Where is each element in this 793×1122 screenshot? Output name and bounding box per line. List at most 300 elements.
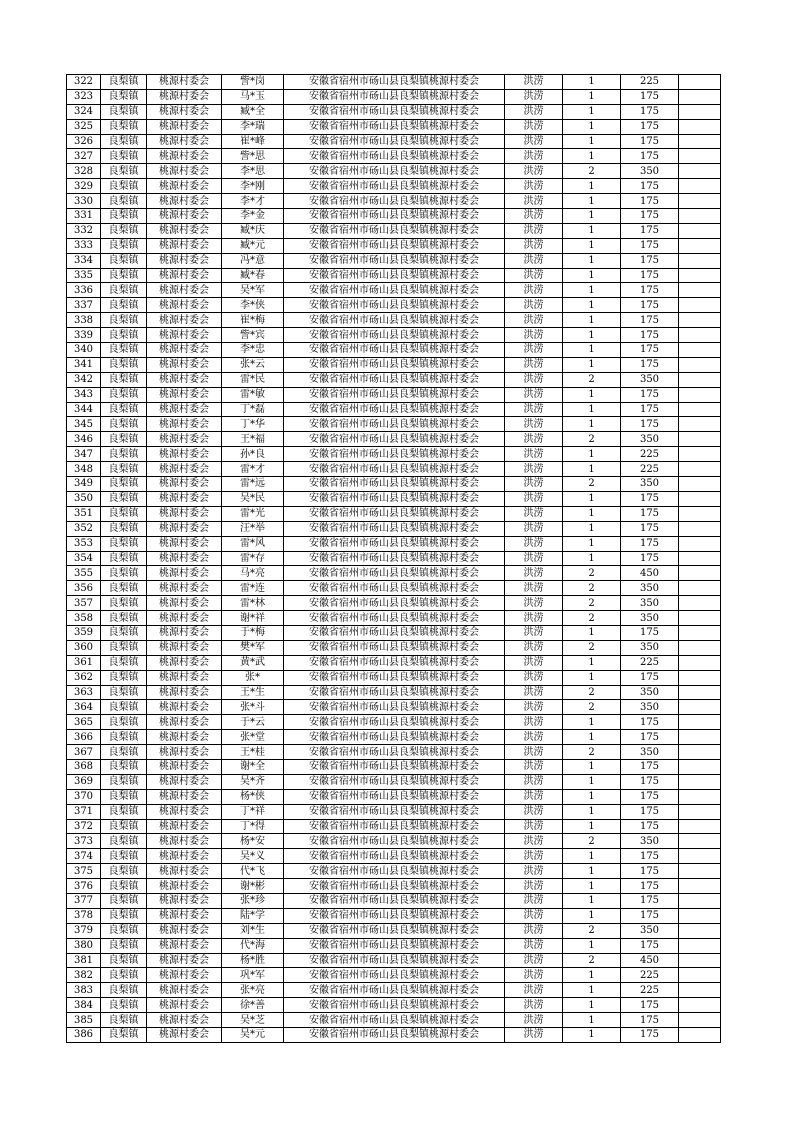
table-row bbox=[67, 402, 721, 417]
amount-cell: 175 bbox=[621, 253, 679, 268]
note-cell bbox=[679, 1013, 721, 1028]
row-number-cell: 342 bbox=[67, 372, 101, 387]
name-cell: 吴*民 bbox=[222, 491, 284, 506]
row-number-cell: 375 bbox=[67, 864, 101, 879]
count-cell: 1 bbox=[563, 223, 621, 238]
row-number-cell: 333 bbox=[67, 238, 101, 253]
village-committee-cell: 桃源村委会 bbox=[147, 194, 222, 209]
address-cell: 安徽省宿州市砀山县良梨镇桃源村委会 bbox=[284, 253, 505, 268]
disaster-type-cell: 洪涝 bbox=[505, 89, 563, 104]
count-cell: 1 bbox=[563, 75, 621, 90]
town-cell: 良梨镇 bbox=[101, 521, 147, 536]
town-cell: 良梨镇 bbox=[101, 506, 147, 521]
count-cell: 2 bbox=[563, 372, 621, 387]
count-cell: 1 bbox=[563, 104, 621, 119]
village-committee-cell: 桃源村委会 bbox=[147, 551, 222, 566]
town-cell: 良梨镇 bbox=[101, 908, 147, 923]
disaster-type-cell: 洪涝 bbox=[505, 953, 563, 968]
count-cell: 1 bbox=[563, 357, 621, 372]
note-cell bbox=[679, 596, 721, 611]
village-committee-cell: 桃源村委会 bbox=[147, 313, 222, 328]
name-cell: 陆*学 bbox=[222, 908, 284, 923]
name-cell: 代*海 bbox=[222, 938, 284, 953]
count-cell: 1 bbox=[563, 387, 621, 402]
address-cell: 安徽省宿州市砀山县良梨镇桃源村委会 bbox=[284, 879, 505, 894]
town-cell: 良梨镇 bbox=[101, 640, 147, 655]
row-number-cell: 385 bbox=[67, 1013, 101, 1028]
note-cell bbox=[679, 536, 721, 551]
count-cell: 2 bbox=[563, 700, 621, 715]
disaster-type-cell: 洪涝 bbox=[505, 164, 563, 179]
village-committee-cell: 桃源村委会 bbox=[147, 89, 222, 104]
address-cell: 安徽省宿州市砀山县良梨镇桃源村委会 bbox=[284, 313, 505, 328]
table-row bbox=[67, 730, 721, 745]
count-cell: 1 bbox=[563, 506, 621, 521]
disaster-type-cell: 洪涝 bbox=[505, 730, 563, 745]
address-cell: 安徽省宿州市砀山县良梨镇桃源村委会 bbox=[284, 417, 505, 432]
address-cell: 安徽省宿州市砀山县良梨镇桃源村委会 bbox=[284, 700, 505, 715]
name-cell: 雷*才 bbox=[222, 462, 284, 477]
note-cell bbox=[679, 685, 721, 700]
count-cell: 1 bbox=[563, 908, 621, 923]
table-row bbox=[67, 462, 721, 477]
name-cell: 冯*意 bbox=[222, 253, 284, 268]
address-cell: 安徽省宿州市砀山县良梨镇桃源村委会 bbox=[284, 670, 505, 685]
row-number-cell: 353 bbox=[67, 536, 101, 551]
amount-cell: 175 bbox=[621, 343, 679, 358]
disaster-type-cell: 洪涝 bbox=[505, 938, 563, 953]
town-cell: 良梨镇 bbox=[101, 149, 147, 164]
name-cell: 杨*胜 bbox=[222, 953, 284, 968]
village-committee-cell: 桃源村委会 bbox=[147, 75, 222, 90]
town-cell: 良梨镇 bbox=[101, 179, 147, 194]
count-cell: 1 bbox=[563, 968, 621, 983]
village-committee-cell: 桃源村委会 bbox=[147, 968, 222, 983]
row-number-cell: 373 bbox=[67, 834, 101, 849]
note-cell bbox=[679, 655, 721, 670]
name-cell: 李*才 bbox=[222, 194, 284, 209]
address-cell: 安徽省宿州市砀山县良梨镇桃源村委会 bbox=[284, 551, 505, 566]
row-number-cell: 382 bbox=[67, 968, 101, 983]
address-cell: 安徽省宿州市砀山县良梨镇桃源村委会 bbox=[284, 759, 505, 774]
disaster-type-cell: 洪涝 bbox=[505, 432, 563, 447]
name-cell: 臧*庆 bbox=[222, 223, 284, 238]
note-cell bbox=[679, 849, 721, 864]
disaster-type-cell: 洪涝 bbox=[505, 670, 563, 685]
note-cell bbox=[679, 923, 721, 938]
table-row bbox=[67, 372, 721, 387]
village-committee-cell: 桃源村委会 bbox=[147, 134, 222, 149]
name-cell: 雷*光 bbox=[222, 506, 284, 521]
table-row bbox=[67, 432, 721, 447]
village-committee-cell: 桃源村委会 bbox=[147, 179, 222, 194]
town-cell: 良梨镇 bbox=[101, 283, 147, 298]
table-row bbox=[67, 506, 721, 521]
disaster-type-cell: 洪涝 bbox=[505, 893, 563, 908]
name-cell: 代*飞 bbox=[222, 864, 284, 879]
village-committee-cell: 桃源村委会 bbox=[147, 774, 222, 789]
disaster-type-cell: 洪涝 bbox=[505, 715, 563, 730]
village-committee-cell: 桃源村委会 bbox=[147, 983, 222, 998]
amount-cell: 350 bbox=[621, 745, 679, 760]
row-number-cell: 371 bbox=[67, 804, 101, 819]
row-number-cell: 341 bbox=[67, 357, 101, 372]
table-row bbox=[67, 938, 721, 953]
disaster-type-cell: 洪涝 bbox=[505, 402, 563, 417]
town-cell: 良梨镇 bbox=[101, 566, 147, 581]
amount-cell: 175 bbox=[621, 149, 679, 164]
village-committee-cell: 桃源村委会 bbox=[147, 372, 222, 387]
town-cell: 良梨镇 bbox=[101, 417, 147, 432]
name-cell: 李*刚 bbox=[222, 179, 284, 194]
town-cell: 良梨镇 bbox=[101, 164, 147, 179]
amount-cell: 175 bbox=[621, 789, 679, 804]
row-number-cell: 384 bbox=[67, 998, 101, 1013]
table-row bbox=[67, 313, 721, 328]
table-row bbox=[67, 119, 721, 134]
note-cell bbox=[679, 164, 721, 179]
count-cell: 2 bbox=[563, 953, 621, 968]
amount-cell: 175 bbox=[621, 223, 679, 238]
disaster-type-cell: 洪涝 bbox=[505, 849, 563, 864]
row-number-cell: 328 bbox=[67, 164, 101, 179]
count-cell: 1 bbox=[563, 1028, 621, 1043]
village-committee-cell: 桃源村委会 bbox=[147, 119, 222, 134]
amount-cell: 225 bbox=[621, 983, 679, 998]
town-cell: 良梨镇 bbox=[101, 611, 147, 626]
name-cell: 巩*军 bbox=[222, 968, 284, 983]
address-cell: 安徽省宿州市砀山县良梨镇桃源村委会 bbox=[284, 521, 505, 536]
disaster-type-cell: 洪涝 bbox=[505, 506, 563, 521]
town-cell: 良梨镇 bbox=[101, 253, 147, 268]
amount-cell: 175 bbox=[621, 804, 679, 819]
count-cell: 1 bbox=[563, 849, 621, 864]
row-number-cell: 365 bbox=[67, 715, 101, 730]
count-cell: 1 bbox=[563, 879, 621, 894]
disaster-type-cell: 洪涝 bbox=[505, 700, 563, 715]
count-cell: 1 bbox=[563, 447, 621, 462]
name-cell: 张*亮 bbox=[222, 983, 284, 998]
village-committee-cell: 桃源村委会 bbox=[147, 908, 222, 923]
count-cell: 1 bbox=[563, 819, 621, 834]
note-cell bbox=[679, 387, 721, 402]
village-committee-cell: 桃源村委会 bbox=[147, 223, 222, 238]
town-cell: 良梨镇 bbox=[101, 372, 147, 387]
table-row bbox=[67, 611, 721, 626]
note-cell bbox=[679, 998, 721, 1013]
table-row bbox=[67, 893, 721, 908]
village-committee-cell: 桃源村委会 bbox=[147, 819, 222, 834]
village-committee-cell: 桃源村委会 bbox=[147, 670, 222, 685]
village-committee-cell: 桃源村委会 bbox=[147, 521, 222, 536]
note-cell bbox=[679, 253, 721, 268]
address-cell: 安徽省宿州市砀山县良梨镇桃源村委会 bbox=[284, 328, 505, 343]
count-cell: 1 bbox=[563, 179, 621, 194]
table-row bbox=[67, 640, 721, 655]
disaster-type-cell: 洪涝 bbox=[505, 149, 563, 164]
table-row bbox=[67, 968, 721, 983]
name-cell: 雷*连 bbox=[222, 581, 284, 596]
note-cell bbox=[679, 938, 721, 953]
village-committee-cell: 桃源村委会 bbox=[147, 447, 222, 462]
disaster-type-cell: 洪涝 bbox=[505, 745, 563, 760]
note-cell bbox=[679, 581, 721, 596]
name-cell: 雷*远 bbox=[222, 477, 284, 492]
row-number-cell: 363 bbox=[67, 685, 101, 700]
note-cell bbox=[679, 506, 721, 521]
table-row bbox=[67, 923, 721, 938]
row-number-cell: 339 bbox=[67, 328, 101, 343]
table-row bbox=[67, 879, 721, 894]
row-number-cell: 336 bbox=[67, 283, 101, 298]
name-cell: 臧*全 bbox=[222, 104, 284, 119]
address-cell: 安徽省宿州市砀山县良梨镇桃源村委会 bbox=[284, 596, 505, 611]
village-committee-cell: 桃源村委会 bbox=[147, 462, 222, 477]
count-cell: 1 bbox=[563, 774, 621, 789]
note-cell bbox=[679, 223, 721, 238]
town-cell: 良梨镇 bbox=[101, 343, 147, 358]
village-committee-cell: 桃源村委会 bbox=[147, 759, 222, 774]
amount-cell: 350 bbox=[621, 164, 679, 179]
count-cell: 1 bbox=[563, 938, 621, 953]
table-row bbox=[67, 908, 721, 923]
village-committee-cell: 桃源村委会 bbox=[147, 328, 222, 343]
amount-cell: 350 bbox=[621, 611, 679, 626]
amount-cell: 350 bbox=[621, 596, 679, 611]
note-cell bbox=[679, 789, 721, 804]
town-cell: 良梨镇 bbox=[101, 402, 147, 417]
address-cell: 安徽省宿州市砀山县良梨镇桃源村委会 bbox=[284, 432, 505, 447]
table-row bbox=[67, 566, 721, 581]
disaster-type-cell: 洪涝 bbox=[505, 968, 563, 983]
amount-cell: 175 bbox=[621, 715, 679, 730]
note-cell bbox=[679, 879, 721, 894]
note-cell bbox=[679, 343, 721, 358]
amount-cell: 175 bbox=[621, 238, 679, 253]
row-number-cell: 329 bbox=[67, 179, 101, 194]
disaster-type-cell: 洪涝 bbox=[505, 655, 563, 670]
disaster-type-cell: 洪涝 bbox=[505, 774, 563, 789]
town-cell: 良梨镇 bbox=[101, 432, 147, 447]
table-row bbox=[67, 655, 721, 670]
village-committee-cell: 桃源村委会 bbox=[147, 238, 222, 253]
town-cell: 良梨镇 bbox=[101, 298, 147, 313]
address-cell: 安徽省宿州市砀山县良梨镇桃源村委会 bbox=[284, 774, 505, 789]
disaster-type-cell: 洪涝 bbox=[505, 834, 563, 849]
count-cell: 1 bbox=[563, 730, 621, 745]
name-cell: 樊*军 bbox=[222, 640, 284, 655]
disaster-type-cell: 洪涝 bbox=[505, 343, 563, 358]
disaster-type-cell: 洪涝 bbox=[505, 387, 563, 402]
row-number-cell: 376 bbox=[67, 879, 101, 894]
note-cell bbox=[679, 611, 721, 626]
amount-cell: 175 bbox=[621, 1028, 679, 1043]
row-number-cell: 368 bbox=[67, 759, 101, 774]
town-cell: 良梨镇 bbox=[101, 536, 147, 551]
table-row bbox=[67, 223, 721, 238]
row-number-cell: 370 bbox=[67, 789, 101, 804]
table-row bbox=[67, 581, 721, 596]
amount-cell: 350 bbox=[621, 700, 679, 715]
table-row bbox=[67, 194, 721, 209]
note-cell bbox=[679, 968, 721, 983]
address-cell: 安徽省宿州市砀山县良梨镇桃源村委会 bbox=[284, 402, 505, 417]
disaster-type-cell: 洪涝 bbox=[505, 462, 563, 477]
address-cell: 安徽省宿州市砀山县良梨镇桃源村委会 bbox=[284, 283, 505, 298]
row-number-cell: 354 bbox=[67, 551, 101, 566]
name-cell: 于*云 bbox=[222, 715, 284, 730]
amount-cell: 225 bbox=[621, 75, 679, 90]
amount-cell: 450 bbox=[621, 953, 679, 968]
amount-cell: 175 bbox=[621, 938, 679, 953]
note-cell bbox=[679, 119, 721, 134]
row-number-cell: 361 bbox=[67, 655, 101, 670]
village-committee-cell: 桃源村委会 bbox=[147, 417, 222, 432]
disaster-type-cell: 洪涝 bbox=[505, 75, 563, 90]
row-number-cell: 337 bbox=[67, 298, 101, 313]
row-number-cell: 358 bbox=[67, 611, 101, 626]
amount-cell: 175 bbox=[621, 625, 679, 640]
village-committee-cell: 桃源村委会 bbox=[147, 834, 222, 849]
name-cell: 王*生 bbox=[222, 685, 284, 700]
amount-cell: 450 bbox=[621, 566, 679, 581]
amount-cell: 175 bbox=[621, 402, 679, 417]
table-row bbox=[67, 983, 721, 998]
count-cell: 1 bbox=[563, 238, 621, 253]
address-cell: 安徽省宿州市砀山县良梨镇桃源村委会 bbox=[284, 611, 505, 626]
disaster-type-cell: 洪涝 bbox=[505, 179, 563, 194]
relief-roster-table bbox=[66, 74, 721, 1043]
count-cell: 1 bbox=[563, 119, 621, 134]
count-cell: 1 bbox=[563, 864, 621, 879]
town-cell: 良梨镇 bbox=[101, 491, 147, 506]
town-cell: 良梨镇 bbox=[101, 968, 147, 983]
disaster-type-cell: 洪涝 bbox=[505, 908, 563, 923]
note-cell bbox=[679, 834, 721, 849]
amount-cell: 175 bbox=[621, 268, 679, 283]
address-cell: 安徽省宿州市砀山县良梨镇桃源村委会 bbox=[284, 209, 505, 224]
note-cell bbox=[679, 521, 721, 536]
name-cell: 丁*磊 bbox=[222, 402, 284, 417]
note-cell bbox=[679, 625, 721, 640]
note-cell bbox=[679, 432, 721, 447]
village-committee-cell: 桃源村委会 bbox=[147, 298, 222, 313]
row-number-cell: 366 bbox=[67, 730, 101, 745]
address-cell: 安徽省宿州市砀山县良梨镇桃源村委会 bbox=[284, 908, 505, 923]
row-number-cell: 331 bbox=[67, 209, 101, 224]
amount-cell: 350 bbox=[621, 477, 679, 492]
table-row bbox=[67, 298, 721, 313]
name-cell: 徐*善 bbox=[222, 998, 284, 1013]
table-row bbox=[67, 253, 721, 268]
note-cell bbox=[679, 372, 721, 387]
name-cell: 于*梅 bbox=[222, 625, 284, 640]
count-cell: 1 bbox=[563, 983, 621, 998]
disaster-type-cell: 洪涝 bbox=[505, 611, 563, 626]
name-cell: 吴*齐 bbox=[222, 774, 284, 789]
table-row bbox=[67, 834, 721, 849]
amount-cell: 225 bbox=[621, 968, 679, 983]
note-cell bbox=[679, 179, 721, 194]
address-cell: 安徽省宿州市砀山县良梨镇桃源村委会 bbox=[284, 745, 505, 760]
address-cell: 安徽省宿州市砀山县良梨镇桃源村委会 bbox=[284, 223, 505, 238]
count-cell: 1 bbox=[563, 551, 621, 566]
note-cell bbox=[679, 402, 721, 417]
table-row bbox=[67, 179, 721, 194]
amount-cell: 175 bbox=[621, 194, 679, 209]
row-number-cell: 369 bbox=[67, 774, 101, 789]
note-cell bbox=[679, 477, 721, 492]
row-number-cell: 343 bbox=[67, 387, 101, 402]
amount-cell: 225 bbox=[621, 447, 679, 462]
village-committee-cell: 桃源村委会 bbox=[147, 357, 222, 372]
name-cell: 谢*全 bbox=[222, 759, 284, 774]
count-cell: 1 bbox=[563, 670, 621, 685]
amount-cell: 175 bbox=[621, 670, 679, 685]
row-number-cell: 346 bbox=[67, 432, 101, 447]
row-number-cell: 362 bbox=[67, 670, 101, 685]
name-cell: 张*珍 bbox=[222, 893, 284, 908]
village-committee-cell: 桃源村委会 bbox=[147, 998, 222, 1013]
count-cell: 2 bbox=[563, 685, 621, 700]
row-number-cell: 355 bbox=[67, 566, 101, 581]
disaster-type-cell: 洪涝 bbox=[505, 1013, 563, 1028]
row-number-cell: 325 bbox=[67, 119, 101, 134]
name-cell: 崔*峰 bbox=[222, 134, 284, 149]
amount-cell: 175 bbox=[621, 491, 679, 506]
row-number-cell: 372 bbox=[67, 819, 101, 834]
table-row bbox=[67, 477, 721, 492]
amount-cell: 175 bbox=[621, 521, 679, 536]
address-cell: 安徽省宿州市砀山县良梨镇桃源村委会 bbox=[284, 491, 505, 506]
table-row bbox=[67, 164, 721, 179]
town-cell: 良梨镇 bbox=[101, 625, 147, 640]
village-committee-cell: 桃源村委会 bbox=[147, 566, 222, 581]
note-cell bbox=[679, 134, 721, 149]
town-cell: 良梨镇 bbox=[101, 223, 147, 238]
name-cell: 张* bbox=[222, 670, 284, 685]
town-cell: 良梨镇 bbox=[101, 75, 147, 90]
disaster-type-cell: 洪涝 bbox=[505, 566, 563, 581]
name-cell: 雷*存 bbox=[222, 551, 284, 566]
village-committee-cell: 桃源村委会 bbox=[147, 715, 222, 730]
disaster-type-cell: 洪涝 bbox=[505, 789, 563, 804]
note-cell bbox=[679, 819, 721, 834]
town-cell: 良梨镇 bbox=[101, 238, 147, 253]
name-cell: 李*瑞 bbox=[222, 119, 284, 134]
address-cell: 安徽省宿州市砀山县良梨镇桃源村委会 bbox=[284, 238, 505, 253]
note-cell bbox=[679, 149, 721, 164]
name-cell: 李*思 bbox=[222, 164, 284, 179]
town-cell: 良梨镇 bbox=[101, 89, 147, 104]
amount-cell: 175 bbox=[621, 313, 679, 328]
row-number-cell: 323 bbox=[67, 89, 101, 104]
note-cell bbox=[679, 313, 721, 328]
town-cell: 良梨镇 bbox=[101, 938, 147, 953]
town-cell: 良梨镇 bbox=[101, 596, 147, 611]
town-cell: 良梨镇 bbox=[101, 864, 147, 879]
name-cell: 臧*元 bbox=[222, 238, 284, 253]
note-cell bbox=[679, 774, 721, 789]
count-cell: 2 bbox=[563, 834, 621, 849]
table-row bbox=[67, 625, 721, 640]
address-cell: 安徽省宿州市砀山县良梨镇桃源村委会 bbox=[284, 164, 505, 179]
town-cell: 良梨镇 bbox=[101, 104, 147, 119]
table-row bbox=[67, 1013, 721, 1028]
count-cell: 2 bbox=[563, 596, 621, 611]
table-body bbox=[67, 75, 721, 1043]
count-cell: 2 bbox=[563, 745, 621, 760]
